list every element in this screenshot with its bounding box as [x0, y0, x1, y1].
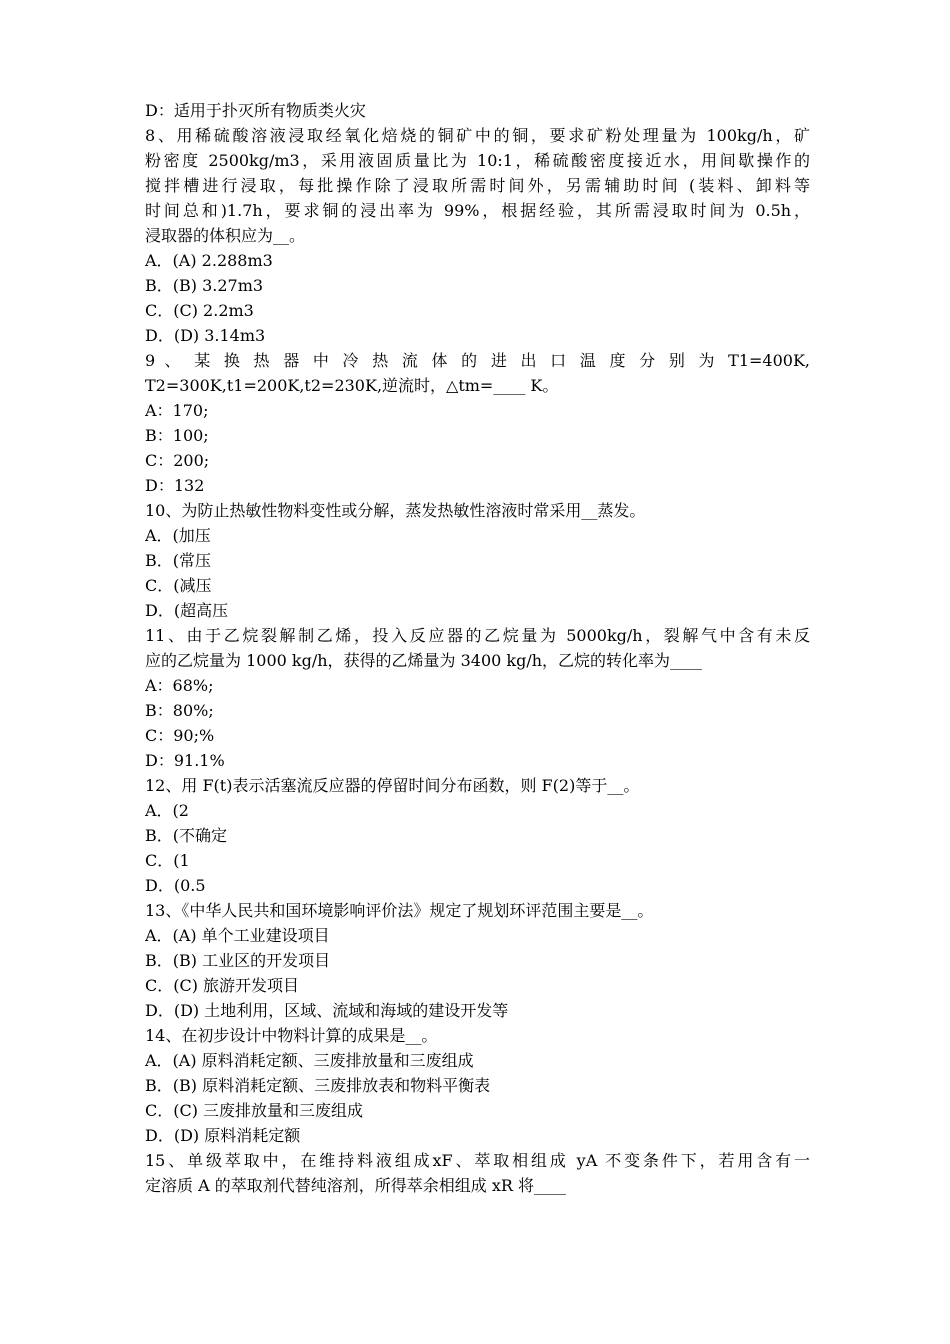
text-line: C：200; — [145, 451, 210, 470]
text-line: A．(加压 — [145, 526, 211, 545]
text-line: C．(1 — [145, 851, 190, 870]
text-line: 13、《中华人民共和国环境影响评价法》规定了规划环评范围主要是__。 — [145, 901, 654, 920]
text-line: B．(不确定 — [145, 826, 228, 845]
text-line: 粉密度 2500kg/m3，采用液固质量比为 10:1，稀硫酸密度接近水，用间歇操作的 — [145, 151, 810, 170]
text-line: 应的乙烷量为 1000 kg/h，获得的乙烯量为 3400 kg/h，乙烷的转化率为____ — [145, 651, 703, 670]
text-line: 定溶质 A 的萃取剂代替纯溶剂，所得萃余相组成 xR 将____ — [145, 1176, 566, 1195]
text-line: D．(0.5 — [145, 876, 206, 895]
text-line: T2=300K,t1=200K,t2=230K,逆流时，△tm=____ K。 — [145, 376, 559, 395]
text-line: A．(A) 2.288m3 — [145, 251, 273, 270]
text-line: B．(常压 — [145, 551, 212, 570]
text-line: D．(D) 原料消耗定额 — [145, 1126, 301, 1145]
text-line: 12、用 F(t)表示活塞流反应器的停留时间分布函数，则 F(2)等于__。 — [145, 776, 640, 795]
text-line: A．(A) 原料消耗定额、三废排放量和三废组成 — [145, 1051, 474, 1070]
text-line: D：91.1% — [145, 751, 225, 770]
document-page — [145, 98, 810, 1198]
text-line: 9 、 某 换 热 器 中 冷 热 流 体 的 进 出 口 温 度 分 别 为 T1=400K, — [145, 351, 810, 370]
text-line: D．(D) 3.14m3 — [145, 326, 266, 345]
text-line: A：68%; — [145, 676, 214, 695]
text-line: 8、用稀硫酸溶液浸取经氧化焙烧的铜矿中的铜，要求矿粉处理量为 100kg/h，矿 — [145, 126, 810, 145]
text-line: D：132 — [145, 476, 205, 495]
document-body — [145, 98, 810, 1198]
text-line: B：100; — [145, 426, 209, 445]
text-line: 搅拌槽进行浸取，每批操作除了浸取所需时间外，另需辅助时间 (装料、卸料等 — [145, 176, 810, 195]
text-line: A：170; — [145, 401, 209, 420]
text-line: B．(B) 原料消耗定额、三废排放表和物料平衡表 — [145, 1076, 491, 1095]
text-line: C：90;% — [145, 726, 215, 745]
text-line: B．(B) 3.27m3 — [145, 276, 264, 295]
text-line: B．(B) 工业区的开发项目 — [145, 951, 331, 970]
text-line: 14、在初步设计中物料计算的成果是__。 — [145, 1026, 438, 1045]
text-line: 15、单级萃取中，在维持料液组成xF、萃取相组成 yA 不变条件下，若用含有一 — [145, 1151, 810, 1170]
text-line: 10、为防止热敏性物料变性或分解，蒸发热敏性溶液时常采用__蒸发。 — [145, 501, 646, 520]
text-line: D．(超高压 — [145, 601, 229, 620]
text-line: C．(C) 旅游开发项目 — [145, 976, 300, 995]
text-line: 浸取器的体积应为__。 — [145, 226, 306, 245]
text-line: D：适用于扑灭所有物质类火灾 — [145, 101, 366, 120]
text-line: C．(C) 三废排放量和三废组成 — [145, 1101, 364, 1120]
text-line: 时间总和)1.7h，要求铜的浸出率为 99%，根据经验，其所需浸取时间为 0.5h， — [145, 201, 810, 220]
text-line: B：80%; — [145, 701, 214, 720]
text-line: C．(C) 2.2m3 — [145, 301, 254, 320]
text-line: 11、由于乙烷裂解制乙烯，投入反应器的乙烷量为 5000kg/h，裂解气中含有未反 — [145, 626, 810, 645]
text-line: A．(2 — [145, 801, 189, 820]
text-line: A．(A) 单个工业建设项目 — [145, 926, 330, 945]
text-line: C．(减压 — [145, 576, 212, 595]
text-line: D．(D) 土地利用，区域、流域和海域的建设开发等 — [145, 1001, 509, 1020]
